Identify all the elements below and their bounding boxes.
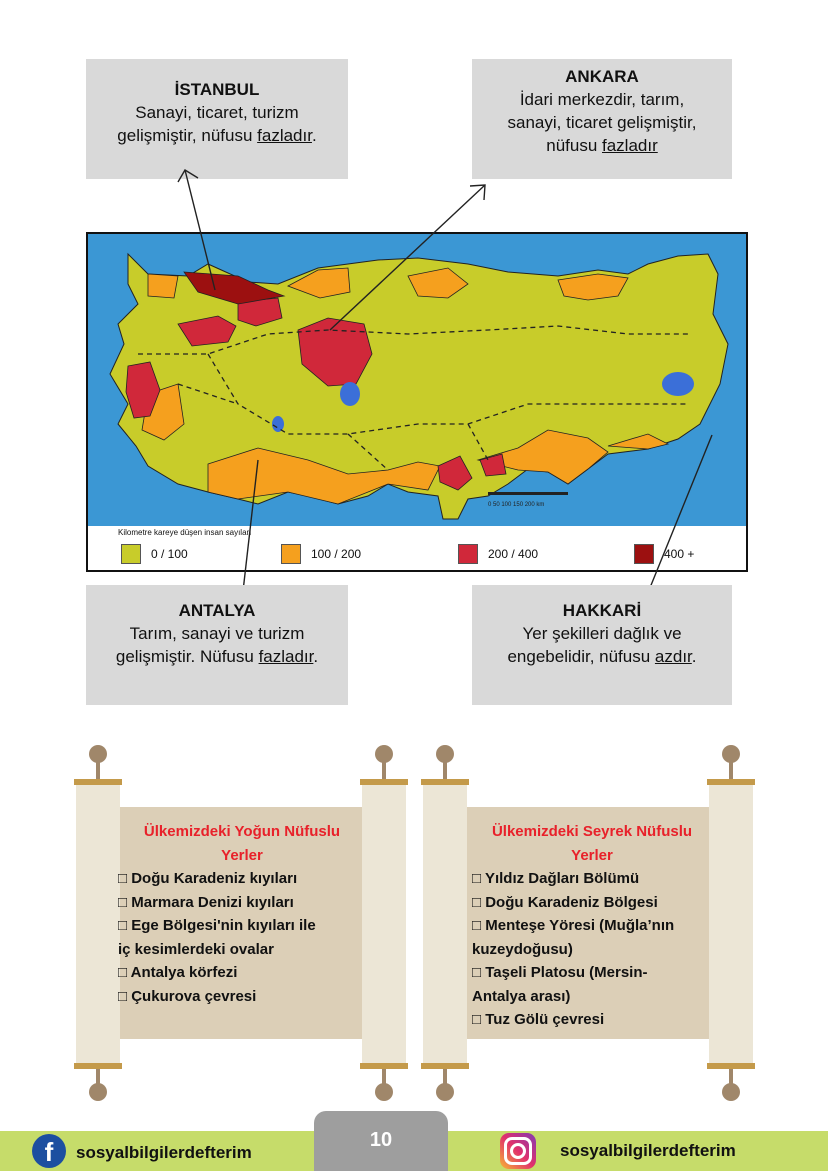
callout-line: engebelidir, nüfusu — [507, 647, 655, 666]
list-item: kuzeydoğusu) — [472, 940, 573, 958]
callout-emphasis: fazladır — [602, 136, 658, 155]
scroll-cap — [360, 779, 408, 785]
list-item: □ Ege Bölgesi'nin kıyıları ile — [118, 917, 316, 934]
legend-swatch — [281, 544, 301, 564]
map-legend — [88, 526, 746, 570]
legend-item — [121, 544, 188, 564]
turkey-map-svg — [88, 234, 746, 526]
population-density-map — [86, 232, 748, 572]
callout-emphasis: azdır — [654, 647, 692, 666]
legend-item — [634, 544, 694, 564]
sparse-title-line2: Yerler — [571, 846, 613, 864]
facebook-icon[interactable]: f — [32, 1134, 66, 1168]
list-item: □ Menteşe Yöresi (Muğla’nın — [472, 917, 675, 934]
legend-item — [281, 544, 361, 564]
list-item: □ Doğu Karadeniz kıyıları — [118, 870, 298, 887]
instagram-icon[interactable] — [500, 1133, 536, 1169]
callout-end: . — [313, 647, 319, 666]
list-item: □ Marmara Denizi kıyıları — [118, 893, 294, 911]
callout-hakkari — [472, 585, 732, 705]
sparse-title-line1: Ülkemizdeki Seyrek Nüfuslu — [491, 823, 693, 840]
callout-line: gelişmiştir. Nüfusu — [115, 647, 259, 666]
list-item: iç kesimlerdeki ovalar — [118, 940, 274, 958]
callout-istanbul — [86, 59, 348, 179]
callout-antalya — [86, 585, 348, 705]
callout-emphasis: fazladır — [258, 647, 314, 666]
callout-title: ANTALYA — [178, 601, 256, 620]
scroll-knob — [722, 1083, 740, 1101]
callout-line: Yer şekilleri dağlık ve — [522, 624, 682, 643]
legend-label: 400 + — [664, 547, 695, 561]
scroll-rod-left — [76, 783, 120, 1065]
scale-label: 0 50 100 150 200 km — [488, 502, 545, 508]
scroll-knob — [436, 745, 454, 763]
list-item: □ Tuz Gölü çevresi — [472, 1011, 605, 1028]
callout-title: İSTANBUL — [174, 80, 260, 99]
scroll-knob — [89, 745, 107, 763]
callout-ankara — [472, 59, 732, 179]
page-number: 10 — [314, 1111, 448, 1171]
legend-label: 0 / 100 — [151, 547, 188, 561]
instagram-handle[interactable]: sosyalbilgilerdefterim — [560, 1141, 736, 1160]
scroll-knob — [89, 1083, 107, 1101]
callout-line: Sanayi, ticaret, turizm — [135, 103, 299, 122]
scroll-knob — [375, 1083, 393, 1101]
legend-swatch — [458, 544, 478, 564]
dense-areas-list — [118, 820, 366, 1008]
facebook-handle[interactable]: sosyalbilgilerdefterim — [76, 1143, 252, 1162]
scroll-cap — [421, 779, 469, 785]
list-item: □ Doğu Karadeniz Bölgesi — [472, 893, 658, 911]
callout-end: . — [691, 647, 697, 666]
region-orange-west — [148, 274, 178, 298]
scroll-rod-right — [362, 783, 406, 1065]
scroll-cap — [74, 779, 122, 785]
callout-line: nüfusu — [546, 136, 602, 155]
sparse-areas-list — [472, 820, 712, 1032]
callout-line: sanayi, ticaret gelişmiştir, — [507, 113, 697, 132]
lake-van — [662, 372, 694, 396]
callout-line: Tarım, sanayi ve turizm — [129, 624, 305, 643]
legend-item — [458, 544, 538, 564]
scroll-cap — [707, 779, 755, 785]
scroll-knob — [375, 745, 393, 763]
list-item: □ Çukurova çevresi — [118, 987, 257, 1005]
legend-label: 100 / 200 — [311, 547, 362, 561]
scroll-knob — [722, 745, 740, 763]
list-item: □ Yıldız Dağları Bölümü — [472, 870, 640, 887]
list-item: Antalya arası) — [472, 987, 571, 1005]
lake-tuz — [340, 382, 360, 406]
callout-title: HAKKARİ — [562, 601, 642, 620]
legend-label: 200 / 400 — [488, 547, 539, 561]
scroll-knob — [436, 1083, 454, 1101]
list-item: □ Antalya körfezi — [118, 964, 238, 981]
callout-emphasis: fazladır — [257, 126, 312, 145]
callout-end: . — [311, 126, 317, 145]
scroll-rod-left — [423, 783, 467, 1065]
callout-line: gelişmiştir, nüfusu — [117, 126, 258, 145]
legend-swatch — [121, 544, 141, 564]
dense-title-line1: Ülkemizdeki Yoğun Nüfuslu — [143, 823, 341, 840]
dense-title-line2: Yerler — [221, 846, 263, 864]
lake-beysehir — [272, 416, 284, 432]
callout-line: İdari merkezdir, tarım, — [519, 90, 685, 109]
arrowhead-ankara — [470, 185, 485, 200]
scroll-rod-right — [709, 783, 753, 1065]
callout-title: ANKARA — [565, 67, 639, 86]
list-item: □ Taşeli Platosu (Mersin- — [472, 964, 648, 981]
legend-title: Kilometre kareye düşen insan sayıları — [118, 528, 252, 537]
legend-swatch — [634, 544, 654, 564]
